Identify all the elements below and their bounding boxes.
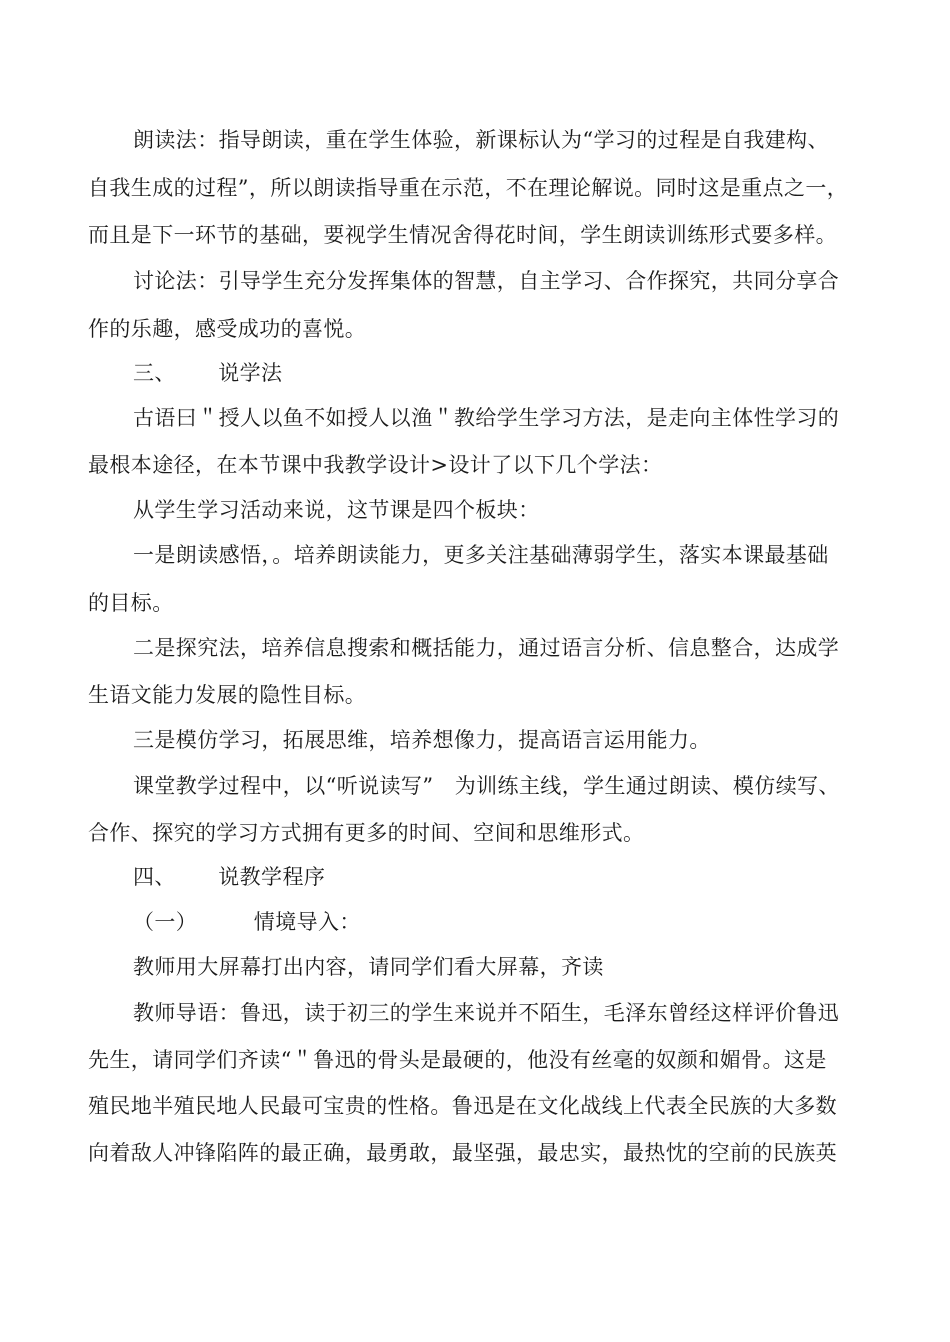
text-line: 从学生学习活动来说，这节课是四个板块： bbox=[133, 498, 540, 522]
text-line: 三是模仿学习，拓展思维，培养想像力，提高语言运用能力。 bbox=[133, 728, 711, 752]
text-line: 自我生成的过程”，所以朗读指导重在示范，不在理论解说。同时这是重点之一， bbox=[88, 176, 849, 200]
text-line: 古语曰＂授人以鱼不如授人以渔＂教给学生学习方法，是走向主体性学习的 bbox=[133, 406, 840, 430]
text-line: 一是朗读感悟，。培养朗读能力，更多关注基础薄弱学生，落实本课最基础 bbox=[133, 543, 829, 567]
text-line: 而且是下一环节的基础，要视学生情况舍得花时间，学生朗读训练形式要多样。 bbox=[88, 223, 837, 247]
text-line: 殖民地半殖民地人民最可宝贵的性格。鲁迅是在文化战线上代表全民族的大多数 bbox=[88, 1094, 837, 1118]
text-line: 教师导语：鲁迅，读于初三的学生来说并不陌生，毛泽东曾经这样评价鲁迅 bbox=[133, 1001, 840, 1025]
section-heading: 四、 说教学程序 bbox=[133, 865, 326, 889]
text-line: 的目标。 bbox=[88, 591, 174, 615]
subsection-heading: （一） 情境导入： bbox=[133, 910, 361, 934]
text-line: 二是探究法，培养信息搜索和概括能力，通过语言分析、信息整合，达成学 bbox=[133, 636, 840, 660]
text-line: 讨论法：引导学生充分发挥集体的智慧，自主学习、合作探究，共同分享合 bbox=[133, 269, 840, 293]
text-line: 课堂教学过程中，以“听说读写” 为训练主线，学生通过朗读、模仿续写、 bbox=[133, 774, 840, 798]
text-line: 朗读法：指导朗读，重在学生体验，新课标认为“学习的过程是自我建构、 bbox=[133, 128, 829, 152]
section-heading: 三、 说学法 bbox=[133, 361, 283, 385]
text-line: 合作、探究的学习方式拥有更多的时间、空间和思维形式。 bbox=[88, 821, 645, 845]
text-line: 先生，请同学们齐读“＂鲁迅的骨头是最硬的，他没有丝毫的奴颜和媚骨。这是 bbox=[88, 1048, 827, 1072]
text-line: 教师用大屏幕打出内容，请同学们看大屏幕，齐读 bbox=[133, 955, 604, 979]
text-line: 最根本途径，在本节课中我教学设计>设计了以下几个学法： bbox=[88, 453, 663, 477]
text-line: 生语文能力发展的隐性目标。 bbox=[88, 683, 367, 707]
text-line: 作的乐趣，感受成功的喜悦。 bbox=[88, 317, 367, 341]
text-line: 向着敌人冲锋陷阵的最正确，最勇敢，最坚强，最忠实，最热忱的空前的民族英 bbox=[88, 1141, 837, 1165]
